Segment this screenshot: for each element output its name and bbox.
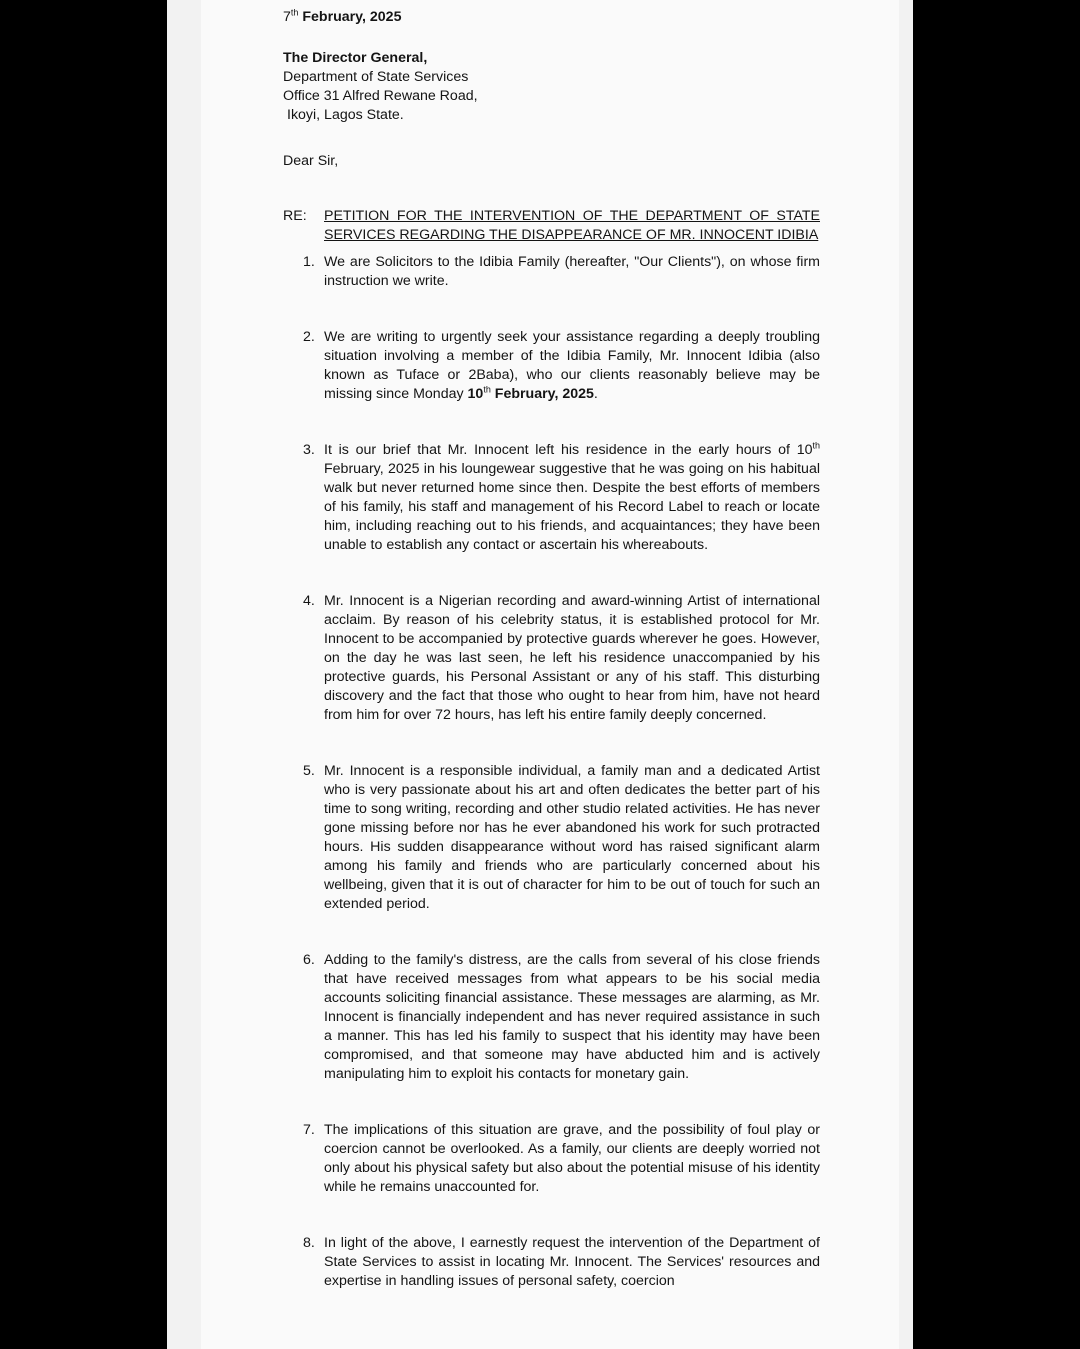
recipient-line: Office 31 Alfred Rewane Road, <box>283 88 478 104</box>
paragraph-number: 5. <box>303 763 315 779</box>
recipient-address <box>283 49 820 125</box>
letter-page <box>167 0 913 1349</box>
paragraph-number: 6. <box>303 952 315 968</box>
paragraph-text: Mr. Innocent is a responsible individual, a family man and a dedicated Artist who is very passionate about his art and often dedicates the better part of his time to song writing, recording and other studio related activities. He has never gone missing before nor has he ever abandoned his work for such protracted hours. His sudden disappearance without word has raised significant alarm among his family and friends who are particularly concerned about his wellbeing, given that it is out of character for him to be out of touch for such an extended period. <box>324 763 820 912</box>
paragraph-text: We are Solicitors to the Idibia Family (hereafter, "Our Clients"), on whose firm instruction we write. <box>324 254 820 289</box>
paragraph-item <box>283 253 820 291</box>
paragraph-text: The implications of this situation are grave, and the possibility of foul play or coercion cannot be overlooked. As a family, our clients are deeply worried not only about his physical safety but also about the potential misuse of his identity while he remains unaccounted for. <box>324 1122 820 1195</box>
paragraph-text: Adding to the family's distress, are the calls from several of his close friends that have received messages from what appears to be his social media accounts soliciting financial assistance. These messages are alarming, as Mr. Innocent is financially independent and has never required assistance in such a manner. This has led his family to suspect that his identity may have been compromised, and that someone may have abducted him and is actively manipulating him to exploit his contacts for monetary gain. <box>324 952 820 1082</box>
paragraph-text: We are writing to urgently seek your assistance regarding a deeply troubling situation involving a member of the Idibia Family, Mr. Innocent Idibia (also known as Tuface or 2Baba), who our clients reasonably believe may be missing since Monday <box>324 329 820 402</box>
left-black-border <box>0 0 167 1349</box>
numbered-paragraphs <box>283 253 820 1291</box>
paragraph-item: 3. It is our brief that Mr. Innocent left his residence in the early hours of 10th February, 2025 in his loungewear suggestive that he was going on his habitual walk but never returned home since then. Despite the best efforts of members of his family, his staff and management of his Record Label to reach or locate him, including reaching out to his friends, and acquaintances; they have been unable to establish any contact or ascertain his whereabouts. <box>303 440 820 553</box>
subject-line <box>283 207 820 245</box>
paragraph-item <box>283 1121 820 1197</box>
recipient-line: Department of State Services <box>283 69 469 85</box>
salutation: Dear Sir, <box>283 153 339 169</box>
paragraph-number: 7. <box>303 1122 315 1138</box>
paragraph-item: 2. We are writing to urgently seek your assistance regarding a deeply troubling situation involving a member of the Idibia Family, Mr. Innocent Idibia (also known as Tuface or 2Baba), who our clients reasonably believe may be missing since Monday 10th February, 2025. <box>303 329 820 402</box>
paragraph-text: February, 2025 in his loungewear suggestive that he was going on his habitual walk but never returned home since then. Despite the best efforts of members of his family, his staff and management of his Record Label to reach or locate him, including reaching out to his friends, and acquaintances; they have been unable to establish any contact or ascertain his whereabouts. <box>324 461 820 553</box>
subject-text <box>324 207 820 245</box>
missing-date-suffix: th <box>483 384 491 395</box>
paragraph-number: 3. <box>303 442 315 458</box>
paragraph-text: Mr. Innocent is a Nigerian recording and award-winning Artist of international acclaim. By reason of his celebrity status, it is established protocol for Mr. Innocent to be accompanied by protective guards wherever he goes. However, on the day he was last seen, he left his residence unaccompanied by his protective guards, his Personal Assistant or any of his staff. This disturbing discovery and the fact that those who ought to hear from him, have not heard from him for over 72 hours, has left his entire family deeply concerned. <box>324 593 820 723</box>
paragraph-item <box>283 762 820 914</box>
paragraph-number: 8. <box>303 1235 315 1251</box>
letter-date: 7th February, 2025 <box>283 7 402 25</box>
paragraph-item <box>283 592 820 725</box>
recipient-title: The Director General, <box>283 50 428 66</box>
paragraph-item <box>283 951 820 1084</box>
subject-text-line: PETITION FOR THE INTERVENTION OF THE DEPARTMENT OF STATE <box>324 208 820 224</box>
subject-label: RE: <box>283 208 307 224</box>
subject-text-line: SERVICES REGARDING THE DISAPPEARANCE OF MR. INNOCENT IDIBIA <box>324 227 819 243</box>
recipient-line: Ikoyi, Lagos State. <box>287 107 404 123</box>
paragraph-text: In light of the above, I earnestly request the intervention of the Department of State Services to assist in locating Mr. Innocent. The Services' resources and expertise in handling issues of personal safety, coercion <box>324 1235 820 1289</box>
paragraph-item <box>283 1234 820 1291</box>
paragraph-text: It is our brief that Mr. Innocent left his residence in the early hours of 10 <box>324 442 813 458</box>
missing-date-day: 10 <box>467 386 484 402</box>
missing-date-rest: February, 2025 <box>494 386 594 402</box>
paragraph-number: 2. <box>303 329 315 345</box>
right-black-border <box>913 0 1080 1349</box>
paragraph-number: 1. <box>303 254 315 270</box>
letter-content <box>283 8 820 1328</box>
paragraph-number: 4. <box>303 593 315 609</box>
